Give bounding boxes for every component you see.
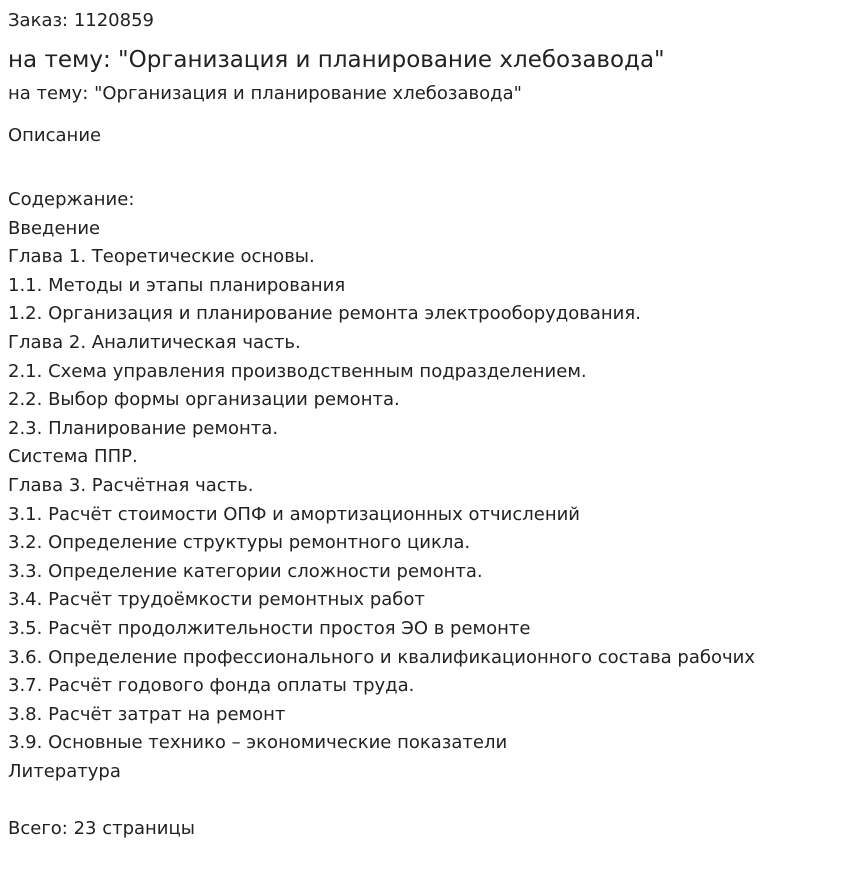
contents-item: 3.4. Расчёт трудоёмкости ремонтных работ — [8, 589, 425, 611]
contents-item: 3.7. Расчёт годового фонда оплаты труда. — [8, 675, 415, 697]
contents-item: Глава 3. Расчётная часть. — [8, 474, 254, 496]
blank-line — [8, 786, 839, 815]
subtitle: на тему: "Организация и планирование хлебозавода" — [8, 83, 522, 104]
contents-item: 3.3. Определение категории сложности ремонта. — [8, 560, 483, 582]
contents-item: 3.9. Основные технико – экономические показатели — [8, 732, 508, 754]
contents-heading: Содержание: — [8, 189, 135, 210]
contents-item: Литература — [8, 760, 121, 782]
contents-item: 3.2. Определение структуры ремонтного цикла. — [8, 532, 471, 554]
order-number: Заказ: 1120859 — [8, 10, 154, 31]
contents-item: 2.2. Выбор формы организации ремонта. — [8, 389, 400, 411]
page-title: на тему: "Организация и планирование хлебозавода" — [8, 47, 665, 73]
description-heading: Описание — [8, 125, 102, 146]
contents-item: 3.8. Расчёт затрат на ремонт — [8, 703, 286, 725]
contents-item: 3.1. Расчёт стоимости ОПФ и амортизационных отчислений — [8, 503, 580, 525]
contents-item: 3.6. Определение профессионального и квалификационного состава рабочих — [8, 646, 755, 668]
contents-item: 3.5. Расчёт продолжительности простоя ЭО в ремонте — [8, 617, 531, 639]
contents-item: Система ППР. — [8, 446, 138, 468]
contents-item: Глава 2. Аналитическая часть. — [8, 331, 301, 353]
description-body — [8, 186, 839, 844]
total-pages: Всего: 23 страницы — [8, 818, 195, 840]
contents-item: 1.1. Методы и этапы планирования — [8, 274, 346, 296]
contents-item: 1.2. Организация и планирование ремонта электрооборудования. — [8, 303, 641, 325]
contents-item: Глава 1. Теоретические основы. — [8, 246, 315, 268]
contents-item: 2.1. Схема управления производственным подразделением. — [8, 360, 587, 382]
contents-item: 2.3. Планирование ремонта. — [8, 417, 279, 439]
contents-item: Введение — [8, 217, 101, 239]
